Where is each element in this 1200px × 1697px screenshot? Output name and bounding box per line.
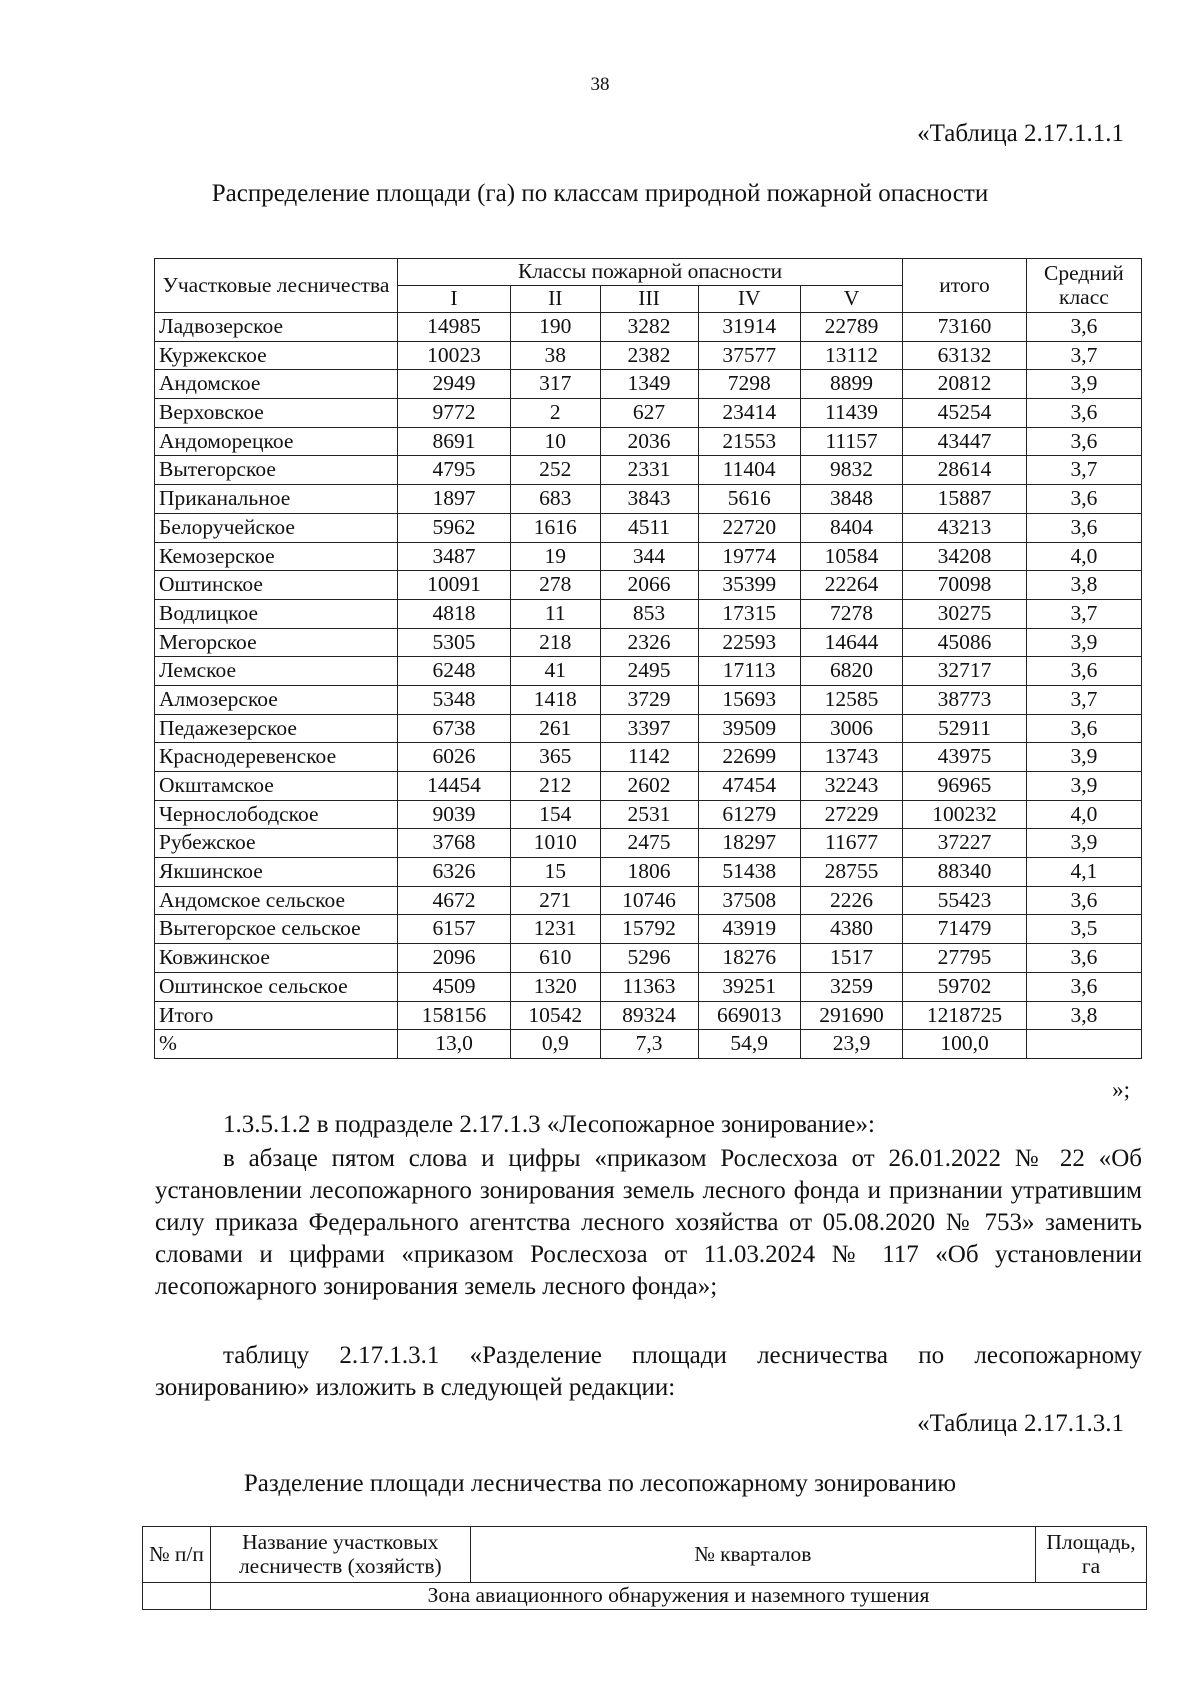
class-5-cell: 23,9 bbox=[800, 1030, 902, 1059]
forestry-name-cell: Вытегорское сельское bbox=[155, 915, 398, 944]
class-4-cell: 39509 bbox=[698, 714, 800, 743]
class-3-cell: 2066 bbox=[600, 571, 698, 600]
avg-class-cell: 3,7 bbox=[1026, 599, 1141, 628]
page-number: 38 bbox=[590, 74, 610, 95]
forestry-name-cell: Ковжинское bbox=[155, 944, 398, 973]
class-3-cell: 10746 bbox=[600, 886, 698, 915]
class-5-cell: 3848 bbox=[800, 485, 902, 514]
total-cell: 59702 bbox=[903, 972, 1027, 1001]
total-cell: 43213 bbox=[903, 513, 1027, 542]
table-row bbox=[155, 427, 1142, 456]
class-2-cell: 278 bbox=[510, 571, 600, 600]
class-1-cell: 158156 bbox=[398, 1001, 511, 1030]
class-3-cell: 1142 bbox=[600, 743, 698, 772]
paragraph-subsection: 1.3.5.1.2 в подразделе 2.17.1.3 «Лесопожарное зонирование»: bbox=[223, 1111, 875, 1138]
class-2-cell: 1418 bbox=[510, 685, 600, 714]
class-2-cell: 1010 bbox=[510, 829, 600, 858]
total-cell: 45254 bbox=[903, 399, 1027, 428]
class-4-cell: 22720 bbox=[698, 513, 800, 542]
avg-class-cell: 3,9 bbox=[1026, 628, 1141, 657]
class-5-cell: 291690 bbox=[800, 1001, 902, 1030]
zone-row-number bbox=[143, 1583, 211, 1610]
table-row bbox=[155, 685, 1142, 714]
table-row bbox=[155, 972, 1142, 1001]
class-4-cell: 5616 bbox=[698, 485, 800, 514]
forestry-name-cell: Рубежское bbox=[155, 829, 398, 858]
table-row bbox=[155, 772, 1142, 801]
class-2-cell: 1616 bbox=[510, 513, 600, 542]
total-cell: 1218725 bbox=[903, 1001, 1027, 1030]
header-quarters: № кварталов bbox=[470, 1527, 1035, 1583]
class-2-cell: 261 bbox=[510, 714, 600, 743]
class-4-cell: 51438 bbox=[698, 858, 800, 887]
class-2-cell: 365 bbox=[510, 743, 600, 772]
table-row bbox=[155, 456, 1142, 485]
class-1-cell: 2096 bbox=[398, 944, 511, 973]
class-3-cell: 2475 bbox=[600, 829, 698, 858]
avg-class-cell: 4,0 bbox=[1026, 800, 1141, 829]
paragraph-amendment: в абзаце пятом слова и цифры «приказом Рослесхоза от 26.01.2022 № 22 «Об установлении лесопожарного зонирования земель лесного фонда и признании утратившим силу приказа Федерального агентства лесного хозяйства от 05.08.2020 № 753» заменить словами и цифрами «приказом Рослесхоза от 11.03.2024 № 117 «Об установлении лесопожарного зонирования земель лесного фонда»; bbox=[155, 1145, 1142, 1300]
avg-class-cell: 3,9 bbox=[1026, 743, 1141, 772]
forestry-name-cell: Андоморецкое bbox=[155, 427, 398, 456]
class-1-cell: 3487 bbox=[398, 542, 511, 571]
class-1-cell: 5305 bbox=[398, 628, 511, 657]
class-5-cell: 32243 bbox=[800, 772, 902, 801]
table-row bbox=[155, 800, 1142, 829]
class-5-cell: 28755 bbox=[800, 858, 902, 887]
class-2-cell: 10542 bbox=[510, 1001, 600, 1030]
class-5-cell: 22264 bbox=[800, 571, 902, 600]
table-row bbox=[155, 341, 1142, 370]
total-cell: 71479 bbox=[903, 915, 1027, 944]
class-4-cell: 18276 bbox=[698, 944, 800, 973]
avg-class-cell: 3,6 bbox=[1026, 513, 1141, 542]
header-forestry: Участковые лесничества bbox=[155, 259, 398, 313]
class-4-cell: 22699 bbox=[698, 743, 800, 772]
class-4-cell: 669013 bbox=[698, 1001, 800, 1030]
class-1-cell: 2949 bbox=[398, 370, 511, 399]
class-3-cell: 2331 bbox=[600, 456, 698, 485]
class-1-cell: 14985 bbox=[398, 313, 511, 342]
class-1-cell: 9772 bbox=[398, 399, 511, 428]
table-row bbox=[155, 542, 1142, 571]
class-4-cell: 17315 bbox=[698, 599, 800, 628]
avg-class-cell: 3,6 bbox=[1026, 886, 1141, 915]
forestry-name-cell: Андомское сельское bbox=[155, 886, 398, 915]
forestry-name-cell: Ладвозерское bbox=[155, 313, 398, 342]
forestry-name-cell: Мегорское bbox=[155, 628, 398, 657]
total-cell: 63132 bbox=[903, 341, 1027, 370]
class-2-cell: 212 bbox=[510, 772, 600, 801]
class-3-cell: 11363 bbox=[600, 972, 698, 1001]
table-row bbox=[155, 370, 1142, 399]
class-5-cell: 13112 bbox=[800, 341, 902, 370]
class-2-cell: 683 bbox=[510, 485, 600, 514]
total-cell: 45086 bbox=[903, 628, 1027, 657]
header-avg-class: Средний класс bbox=[1026, 259, 1141, 313]
class-2-cell: 15 bbox=[510, 858, 600, 887]
total-cell: 100,0 bbox=[903, 1030, 1027, 1059]
class-5-cell: 14644 bbox=[800, 628, 902, 657]
class-4-cell: 22593 bbox=[698, 628, 800, 657]
class-2-cell: 38 bbox=[510, 341, 600, 370]
fire-danger-classes-table bbox=[154, 258, 1142, 1059]
table-row bbox=[155, 743, 1142, 772]
total-cell: 34208 bbox=[903, 542, 1027, 571]
header-class-3: III bbox=[600, 286, 698, 313]
forestry-name-cell: Куржекское bbox=[155, 341, 398, 370]
class-4-cell: 18297 bbox=[698, 829, 800, 858]
class-4-cell: 17113 bbox=[698, 657, 800, 686]
header-forestry-name: Название участковых лесничеств (хозяйств) bbox=[210, 1527, 470, 1583]
table-row bbox=[155, 571, 1142, 600]
class-5-cell: 12585 bbox=[800, 685, 902, 714]
total-cell: 30275 bbox=[903, 599, 1027, 628]
total-cell: 88340 bbox=[903, 858, 1027, 887]
class-1-cell: 6326 bbox=[398, 858, 511, 887]
class-5-cell: 8404 bbox=[800, 513, 902, 542]
forestry-name-cell: Итого bbox=[155, 1001, 398, 1030]
avg-class-cell: 4,0 bbox=[1026, 542, 1141, 571]
table1-label: «Таблица 2.17.1.1.1 bbox=[917, 120, 1124, 147]
table1-closing-quote: »; bbox=[1112, 1077, 1130, 1102]
forestry-name-cell: Краснодеревенское bbox=[155, 743, 398, 772]
avg-class-cell: 3,7 bbox=[1026, 341, 1141, 370]
avg-class-cell bbox=[1026, 1030, 1141, 1059]
class-1-cell: 14454 bbox=[398, 772, 511, 801]
table-row bbox=[155, 858, 1142, 887]
class-3-cell: 627 bbox=[600, 399, 698, 428]
class-3-cell: 2382 bbox=[600, 341, 698, 370]
table-row bbox=[155, 886, 1142, 915]
avg-class-cell: 3,6 bbox=[1026, 427, 1141, 456]
table-row bbox=[155, 714, 1142, 743]
class-2-cell: 19 bbox=[510, 542, 600, 571]
forestry-name-cell: Чернослободское bbox=[155, 800, 398, 829]
class-5-cell: 11677 bbox=[800, 829, 902, 858]
table-row bbox=[155, 313, 1142, 342]
table-row bbox=[155, 399, 1142, 428]
class-4-cell: 37508 bbox=[698, 886, 800, 915]
total-cell: 43975 bbox=[903, 743, 1027, 772]
class-4-cell: 23414 bbox=[698, 399, 800, 428]
forestry-name-cell: Лемское bbox=[155, 657, 398, 686]
header-class-2: II bbox=[510, 286, 600, 313]
class-3-cell: 2531 bbox=[600, 800, 698, 829]
class-5-cell: 6820 bbox=[800, 657, 902, 686]
class-5-cell: 11157 bbox=[800, 427, 902, 456]
class-1-cell: 10023 bbox=[398, 341, 511, 370]
avg-class-cell: 3,6 bbox=[1026, 485, 1141, 514]
forestry-name-cell: Якшинское bbox=[155, 858, 398, 887]
table-row bbox=[155, 628, 1142, 657]
class-5-cell: 7278 bbox=[800, 599, 902, 628]
avg-class-cell: 3,6 bbox=[1026, 714, 1141, 743]
class-1-cell: 6157 bbox=[398, 915, 511, 944]
avg-class-cell: 3,6 bbox=[1026, 657, 1141, 686]
class-3-cell: 2495 bbox=[600, 657, 698, 686]
class-3-cell: 3843 bbox=[600, 485, 698, 514]
avg-class-cell: 3,6 bbox=[1026, 972, 1141, 1001]
table-row bbox=[155, 1030, 1142, 1059]
avg-class-cell: 3,9 bbox=[1026, 370, 1141, 399]
class-3-cell: 5296 bbox=[600, 944, 698, 973]
class-2-cell: 271 bbox=[510, 886, 600, 915]
class-4-cell: 61279 bbox=[698, 800, 800, 829]
class-3-cell: 3282 bbox=[600, 313, 698, 342]
class-1-cell: 4672 bbox=[398, 886, 511, 915]
class-2-cell: 10 bbox=[510, 427, 600, 456]
forestry-name-cell: Верховское bbox=[155, 399, 398, 428]
class-5-cell: 13743 bbox=[800, 743, 902, 772]
class-4-cell: 43919 bbox=[698, 915, 800, 944]
class-4-cell: 7298 bbox=[698, 370, 800, 399]
class-2-cell: 0,9 bbox=[510, 1030, 600, 1059]
header-classes: Классы пожарной опасности bbox=[398, 259, 903, 286]
class-5-cell: 4380 bbox=[800, 915, 902, 944]
total-cell: 32717 bbox=[903, 657, 1027, 686]
table-row bbox=[155, 599, 1142, 628]
class-4-cell: 37577 bbox=[698, 341, 800, 370]
class-1-cell: 10091 bbox=[398, 571, 511, 600]
class-4-cell: 11404 bbox=[698, 456, 800, 485]
avg-class-cell: 3,5 bbox=[1026, 915, 1141, 944]
class-1-cell: 4795 bbox=[398, 456, 511, 485]
class-4-cell: 31914 bbox=[698, 313, 800, 342]
forestry-name-cell: Вытегорское bbox=[155, 456, 398, 485]
fire-zoning-table bbox=[142, 1526, 1147, 1610]
table-row bbox=[155, 915, 1142, 944]
class-5-cell: 2226 bbox=[800, 886, 902, 915]
class-5-cell: 22789 bbox=[800, 313, 902, 342]
avg-class-cell: 3,6 bbox=[1026, 313, 1141, 342]
class-5-cell: 10584 bbox=[800, 542, 902, 571]
class-5-cell: 11439 bbox=[800, 399, 902, 428]
class-1-cell: 5962 bbox=[398, 513, 511, 542]
class-1-cell: 6248 bbox=[398, 657, 511, 686]
zone-row-title: Зона авиационного обнаружения и наземного тушения bbox=[210, 1583, 1146, 1610]
total-cell: 37227 bbox=[903, 829, 1027, 858]
class-3-cell: 7,3 bbox=[600, 1030, 698, 1059]
table-row bbox=[155, 944, 1142, 973]
avg-class-cell: 3,8 bbox=[1026, 1001, 1141, 1030]
class-4-cell: 54,9 bbox=[698, 1030, 800, 1059]
class-2-cell: 41 bbox=[510, 657, 600, 686]
total-cell: 20812 bbox=[903, 370, 1027, 399]
class-2-cell: 11 bbox=[510, 599, 600, 628]
class-5-cell: 9832 bbox=[800, 456, 902, 485]
class-4-cell: 21553 bbox=[698, 427, 800, 456]
class-3-cell: 3397 bbox=[600, 714, 698, 743]
class-2-cell: 218 bbox=[510, 628, 600, 657]
class-2-cell: 317 bbox=[510, 370, 600, 399]
avg-class-cell: 3,9 bbox=[1026, 772, 1141, 801]
table2-label: «Таблица 2.17.1.3.1 bbox=[917, 1410, 1124, 1437]
header-class-5: V bbox=[800, 286, 902, 313]
class-2-cell: 190 bbox=[510, 313, 600, 342]
avg-class-cell: 3,6 bbox=[1026, 399, 1141, 428]
class-2-cell: 610 bbox=[510, 944, 600, 973]
table-row bbox=[155, 485, 1142, 514]
class-1-cell: 9039 bbox=[398, 800, 511, 829]
class-2-cell: 1231 bbox=[510, 915, 600, 944]
class-1-cell: 3768 bbox=[398, 829, 511, 858]
class-1-cell: 4509 bbox=[398, 972, 511, 1001]
class-1-cell: 6738 bbox=[398, 714, 511, 743]
avg-class-cell: 3,8 bbox=[1026, 571, 1141, 600]
class-3-cell: 2036 bbox=[600, 427, 698, 456]
table2-title: Разделение площади лесничества по лесопожарному зонированию bbox=[243, 1470, 957, 1497]
avg-class-cell: 3,9 bbox=[1026, 829, 1141, 858]
forestry-name-cell: Оштинское сельское bbox=[155, 972, 398, 1001]
class-5-cell: 1517 bbox=[800, 944, 902, 973]
avg-class-cell: 4,1 bbox=[1026, 858, 1141, 887]
class-2-cell: 154 bbox=[510, 800, 600, 829]
class-4-cell: 35399 bbox=[698, 571, 800, 600]
header-class-4: IV bbox=[698, 286, 800, 313]
total-cell: 28614 bbox=[903, 456, 1027, 485]
class-4-cell: 19774 bbox=[698, 542, 800, 571]
class-1-cell: 1897 bbox=[398, 485, 511, 514]
class-4-cell: 47454 bbox=[698, 772, 800, 801]
class-3-cell: 3729 bbox=[600, 685, 698, 714]
forestry-name-cell: Водлицкое bbox=[155, 599, 398, 628]
class-4-cell: 15693 bbox=[698, 685, 800, 714]
forestry-name-cell: Окштамское bbox=[155, 772, 398, 801]
total-cell: 38773 bbox=[903, 685, 1027, 714]
class-5-cell: 3006 bbox=[800, 714, 902, 743]
total-cell: 100232 bbox=[903, 800, 1027, 829]
class-3-cell: 853 bbox=[600, 599, 698, 628]
class-5-cell: 8899 bbox=[800, 370, 902, 399]
class-2-cell: 252 bbox=[510, 456, 600, 485]
class-1-cell: 13,0 bbox=[398, 1030, 511, 1059]
table-row bbox=[155, 829, 1142, 858]
class-3-cell: 15792 bbox=[600, 915, 698, 944]
class-3-cell: 1349 bbox=[600, 370, 698, 399]
table-row bbox=[155, 657, 1142, 686]
class-5-cell: 27229 bbox=[800, 800, 902, 829]
class-1-cell: 6026 bbox=[398, 743, 511, 772]
class-1-cell: 4818 bbox=[398, 599, 511, 628]
class-5-cell: 3259 bbox=[800, 972, 902, 1001]
table-row bbox=[155, 1001, 1142, 1030]
forestry-name-cell: Алмозерское bbox=[155, 685, 398, 714]
class-3-cell: 2326 bbox=[600, 628, 698, 657]
header-area: Площадь, га bbox=[1036, 1527, 1147, 1583]
forestry-name-cell: Приканальное bbox=[155, 485, 398, 514]
forestry-name-cell: Кемозерское bbox=[155, 542, 398, 571]
header-total: итого bbox=[903, 259, 1027, 313]
class-1-cell: 8691 bbox=[398, 427, 511, 456]
class-3-cell: 4511 bbox=[600, 513, 698, 542]
avg-class-cell: 3,7 bbox=[1026, 685, 1141, 714]
total-cell: 43447 bbox=[903, 427, 1027, 456]
header-number: № п/п bbox=[143, 1527, 211, 1583]
paragraph-table-replace: таблицу 2.17.1.3.1 «Разделение площади лесничества по лесопожарному зонированию» изложить в следующей редакции: bbox=[155, 1342, 1142, 1401]
class-2-cell: 1320 bbox=[510, 972, 600, 1001]
forestry-name-cell: Андомское bbox=[155, 370, 398, 399]
total-cell: 70098 bbox=[903, 571, 1027, 600]
table-row bbox=[155, 513, 1142, 542]
class-3-cell: 89324 bbox=[600, 1001, 698, 1030]
class-4-cell: 39251 bbox=[698, 972, 800, 1001]
class-2-cell: 2 bbox=[510, 399, 600, 428]
total-cell: 55423 bbox=[903, 886, 1027, 915]
table1-title: Распределение площади (га) по классам природной пожарной опасности bbox=[211, 180, 989, 207]
class-3-cell: 1806 bbox=[600, 858, 698, 887]
total-cell: 52911 bbox=[903, 714, 1027, 743]
class-1-cell: 5348 bbox=[398, 685, 511, 714]
total-cell: 27795 bbox=[903, 944, 1027, 973]
total-cell: 96965 bbox=[903, 772, 1027, 801]
avg-class-cell: 3,6 bbox=[1026, 944, 1141, 973]
class-3-cell: 344 bbox=[600, 542, 698, 571]
header-class-1: I bbox=[398, 286, 511, 313]
total-cell: 15887 bbox=[903, 485, 1027, 514]
total-cell: 73160 bbox=[903, 313, 1027, 342]
forestry-name-cell: Белоручейское bbox=[155, 513, 398, 542]
forestry-name-cell: Оштинское bbox=[155, 571, 398, 600]
forestry-name-cell: Педажезерское bbox=[155, 714, 398, 743]
avg-class-cell: 3,7 bbox=[1026, 456, 1141, 485]
class-3-cell: 2602 bbox=[600, 772, 698, 801]
forestry-name-cell: % bbox=[155, 1030, 398, 1059]
